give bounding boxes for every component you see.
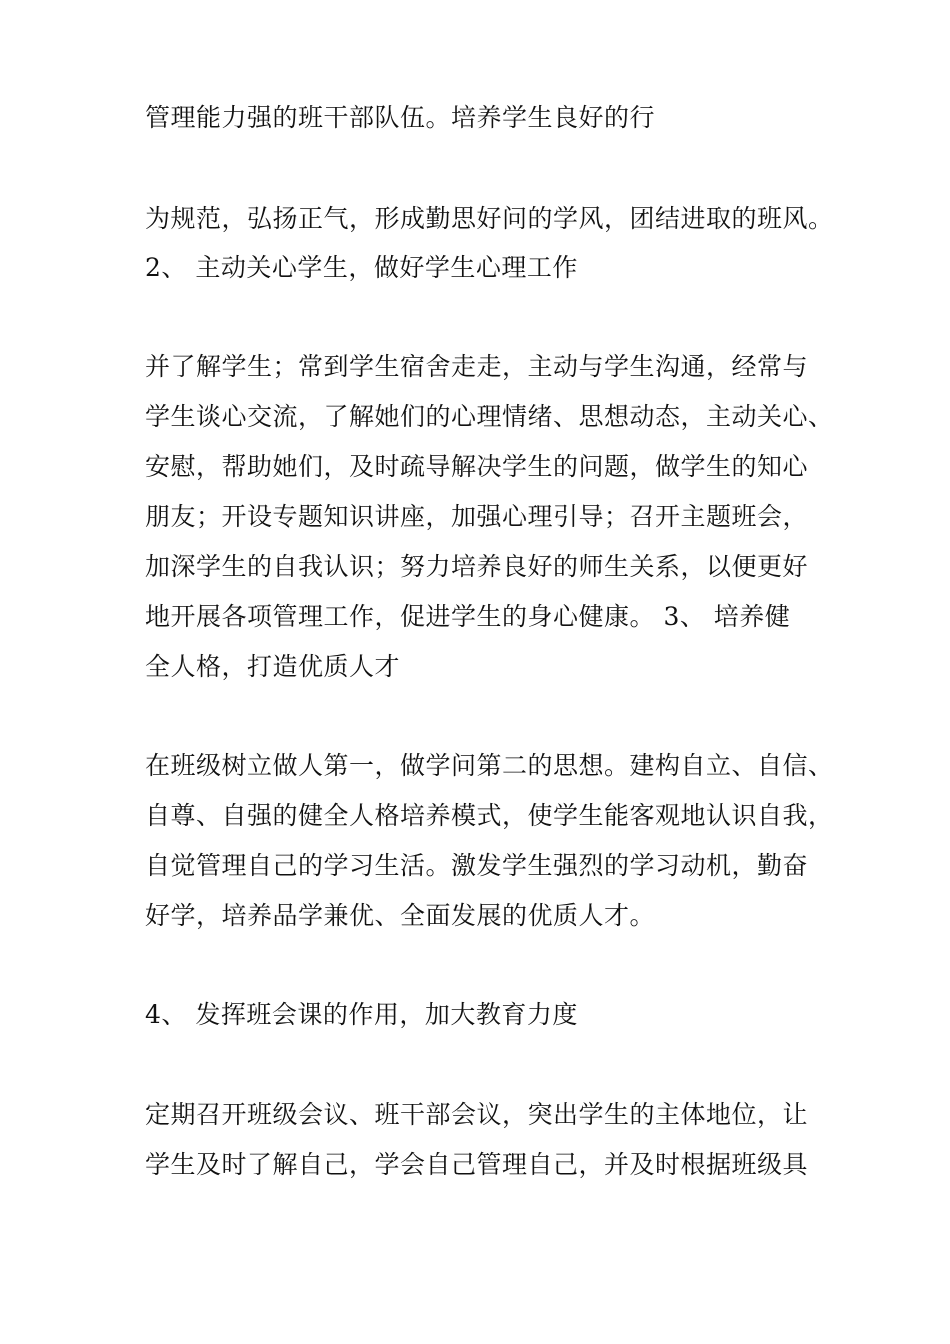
text-line: 地开展各项管理工作，促进学生的身心健康。 3、 培养健 [145, 602, 791, 631]
text-line: 学生谈心交流，了解她们的心理情绪、思想动态，主动关心、 [145, 402, 834, 431]
text-line: 自尊、自强的健全人格培养模式，使学生能客观地认识自我， [145, 801, 834, 830]
text-line: 为规范，弘扬正气，形成勤思好问的学风，团结进取的班风。 [145, 204, 834, 233]
text-line: 加深学生的自我认识；努力培养良好的师生关系，以便更好 [145, 552, 809, 581]
text-line: 在班级树立做人第一，做学问第二的思想。建构自立、自信、 [145, 751, 834, 780]
text-line: 2、 主动关心学生，做好学生心理工作 [145, 253, 578, 282]
text-line: 并了解学生；常到学生宿舍走走，主动与学生沟通，经常与 [145, 352, 809, 381]
text-line: 安慰，帮助她们，及时疏导解决学生的问题，做学生的知心 [145, 452, 809, 481]
text-line: 好学，培养品学兼优、全面发展的优质人才。 [145, 901, 656, 930]
text-line: 4、 发挥班会课的作用，加大教育力度 [145, 1000, 578, 1029]
text-line: 自觉管理自己的学习生活。激发学生强烈的学习动机，勤奋 [145, 851, 809, 880]
text-line: 学生及时了解自己，学会自己管理自己，并及时根据班级具 [145, 1150, 809, 1179]
text-line: 全人格，打造优质人才 [145, 652, 401, 681]
text-line: 定期召开班级会议、班干部会议，突出学生的主体地位，让 [145, 1100, 809, 1129]
text-line: 朋友；开设专题知识讲座，加强心理引导；召开主题班会， [145, 502, 809, 531]
text-line: 管理能力强的班干部队伍。培养学生良好的行 [145, 103, 656, 132]
